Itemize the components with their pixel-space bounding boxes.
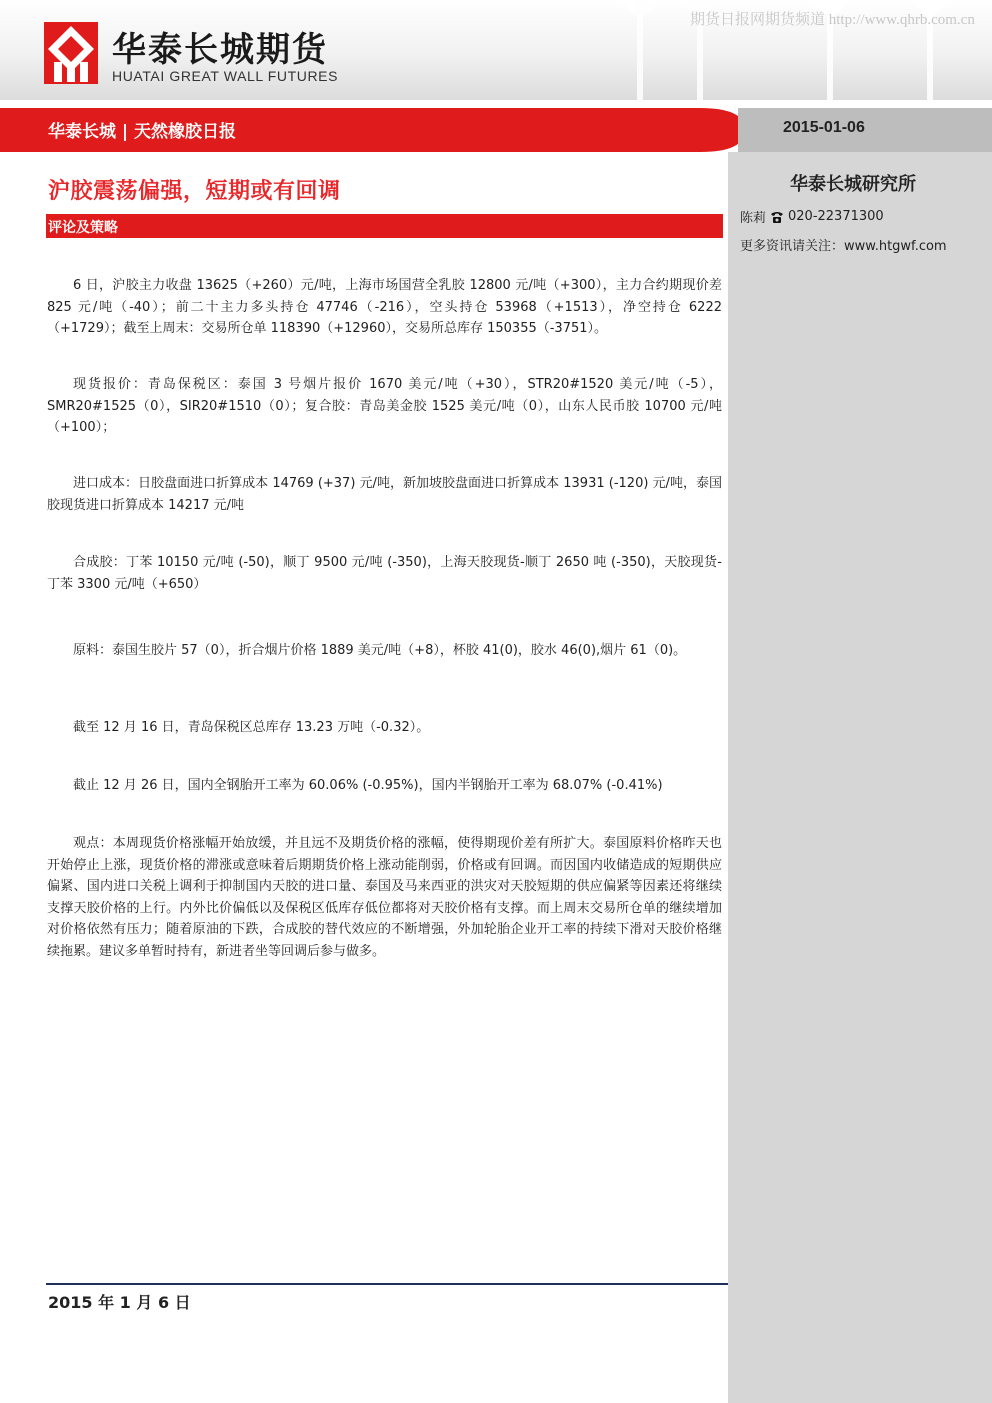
section-title: 评论及策略	[48, 220, 118, 236]
headline: 沪胶震荡偏强，短期或有回调	[48, 179, 341, 204]
date-band	[738, 108, 992, 152]
brand-name-en: HUATAI GREAT WALL FUTURES	[112, 68, 339, 84]
paragraph-outlook: 观点：本周现货价格涨幅开始放缓，并且远不及期货价格的涨幅，使得期现价差有所扩大。泰国原料价格昨天也开始停止上涨，现货价格的滞涨或意味着后期期货价格上涨动能削弱，价格或有回调。而因国内收储造成的短期供应偏紧、国内进口关税上调利于抑制国内天胶的进口量、泰国及马来西亚的洪灾对天胶短期的供应偏紧等因素还将继续支撑天胶价格的上行。内外比价偏低以及保税区低库存低位都将对天胶价格有支撑。而上周末交易所仓单的继续增加对价格依然有压力；随着原油的下跌，合成胶的替代效应的不断增强，外加轮胎企业开工率的持续下滑对天胶价格继续拖累。建议多单暂时持有，新进者坐等回调后参与做多。	[47, 836, 722, 959]
paragraph-raw-material: 原料：泰国生胶片 57（0），折合烟片价格 1889 美元/吨（+8），杯胶 41(0)，胶水 46(0),烟片 61（0)。	[73, 643, 687, 658]
report-date: 2015-01-06	[783, 119, 865, 136]
report-series-title: 华泰长城 | 天然橡胶日报	[48, 122, 237, 142]
paragraph-inventory: 截至 12 月 16 日，青岛保税区总库存 13.23 万吨（-0.32）。	[73, 720, 430, 735]
paragraph-market-summary: 6 日，沪胶主力收盘 13625（+260）元/吨，上海市场国营全乳胶 12800 元/吨（+300），主力合约期现价差 825 元/吨（-40）；前二十主力多头持仓 47746（-216），空头持仓 53968（+1513），净空持仓 6222（+1729）；截至上周末：交易所仓单 118390（+12960），交易所总库存 150355（-3751）。	[47, 278, 722, 336]
paragraph-spot-quotes: 现货报价：青岛保税区：泰国 3 号烟片报价 1670 美元/吨（+30），STR20#1520 美元/吨（-5），SMR20#1525（0），SIR20#1510（0）；复合胶：青岛美金胶 1525 美元/吨（0），山东人民币胶 10700 元/吨（+100）；	[47, 377, 722, 435]
analyst-phone[interactable]: 020-22371300	[788, 209, 884, 224]
paragraph-import-cost: 进口成本：日胶盘面进口折算成本 14769 (+37) 元/吨，新加坡胶盘面进口折算成本 13931 (-120) 元/吨，泰国胶现货进口折算成本 14217 元/吨	[47, 476, 722, 513]
section-bar	[46, 214, 723, 238]
company-logo	[44, 22, 98, 84]
paragraph-operating-rate: 截止 12 月 26 日，国内全钢胎开工率为 60.06% (-0.95%)，国内半钢胎开工率为 68.07% (-0.41%)	[73, 778, 663, 793]
phone-icon	[770, 210, 784, 224]
brand-name-cn: 华泰长城期货	[112, 30, 328, 70]
more-info-link[interactable]: 更多资讯请关注：www.htgwf.com	[740, 239, 947, 254]
footer-date: 2015 年 1 月 6 日	[48, 1293, 191, 1312]
analyst-contact	[740, 207, 884, 226]
institute-name: 华泰长城研究所	[790, 174, 916, 195]
watermark: 期货日报网期货频道 http://www.qhrb.com.cn	[690, 12, 975, 28]
footer-divider	[46, 1283, 728, 1285]
paragraph-synthetic-rubber: 合成胶：丁苯 10150 元/吨 (-50)，顺丁 9500 元/吨 (-350)，上海天胶现货-顺丁 2650 吨 (-350)，天胶现货-丁苯 3300 元/吨（+650）	[47, 555, 722, 592]
sidebar	[728, 152, 992, 1403]
analyst-name: 陈莉	[740, 211, 767, 226]
